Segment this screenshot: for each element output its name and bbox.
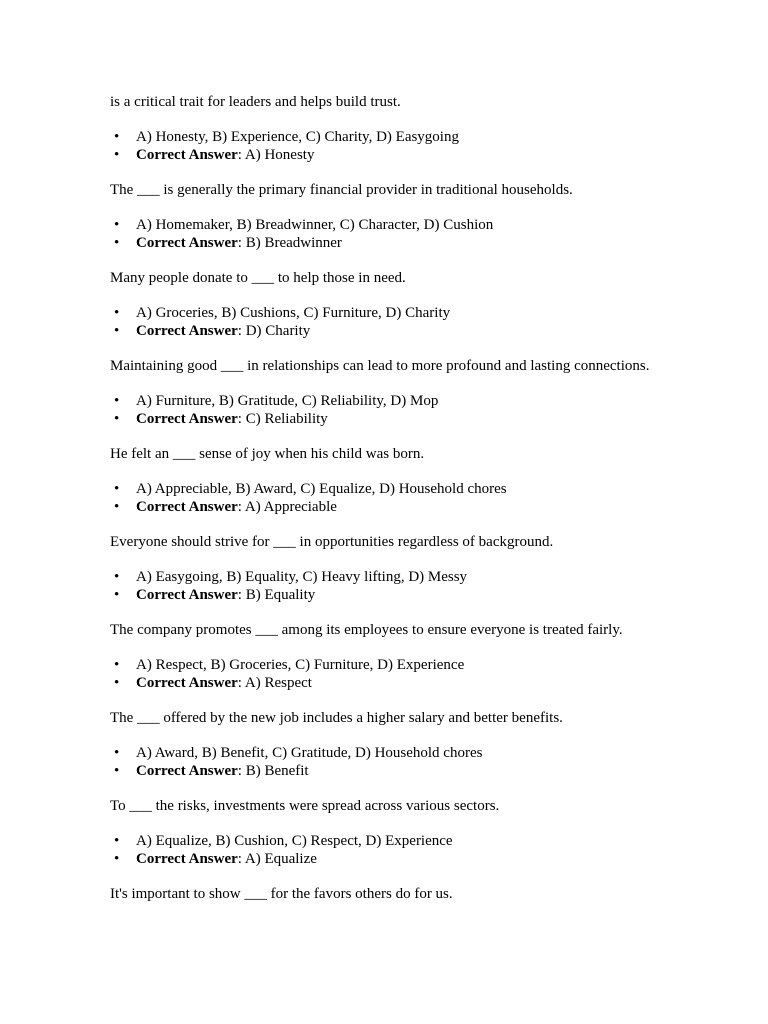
- correct-answer-label: Correct Answer: [136, 851, 238, 867]
- correct-answer-item: [136, 410, 710, 428]
- question-stem: Everyone should strive for ___ in opportunities regardless of background.: [110, 534, 554, 550]
- question-stem: The ___ offered by the new job includes a higher salary and better benefits.: [110, 710, 563, 726]
- correct-answer-value: : C) Reliability: [237, 411, 328, 427]
- correct-answer-label: Correct Answer: [136, 411, 238, 427]
- question-stem: To ___ the risks, investments were spread across various sectors.: [110, 798, 500, 814]
- answer-list: [110, 568, 710, 604]
- answer-list: [110, 656, 710, 692]
- correct-answer-value: : A) Respect: [237, 675, 312, 691]
- document-page: [110, 93, 710, 903]
- answer-list: [110, 832, 710, 868]
- correct-answer-value: : A) Appreciable: [237, 499, 337, 515]
- correct-answer-item: [136, 146, 710, 164]
- options-item: • A) Respect, B) Groceries, C) Furniture, D) Experience: [136, 656, 710, 674]
- correct-answer-label: Correct Answer: [136, 147, 238, 163]
- options-item: • A) Furniture, B) Gratitude, C) Reliability, D) Mop: [136, 392, 710, 410]
- answer-list: [110, 304, 710, 340]
- correct-answer-item: [136, 762, 710, 780]
- options-item: • A) Equalize, B) Cushion, C) Respect, D) Experience: [136, 832, 710, 850]
- options-item: • A) Honesty, B) Experience, C) Charity, D) Easygoing: [136, 128, 710, 146]
- correct-answer-item: [136, 234, 710, 252]
- question-stem: Maintaining good ___ in relationships can lead to more profound and lasting connections.: [110, 358, 650, 374]
- correct-answer-label: Correct Answer: [136, 499, 238, 515]
- answer-list: [110, 744, 710, 780]
- question-stem: Many people donate to ___ to help those in need.: [110, 270, 406, 286]
- options-item: • A) Easygoing, B) Equality, C) Heavy lifting, D) Messy: [136, 568, 710, 586]
- correct-answer-label: Correct Answer: [136, 763, 238, 779]
- correct-answer-item: [136, 498, 710, 516]
- correct-answer-item: [136, 322, 710, 340]
- question-stem: He felt an ___ sense of joy when his child was born.: [110, 446, 425, 462]
- correct-answer-item: [136, 586, 710, 604]
- correct-answer-label: Correct Answer: [136, 235, 238, 251]
- options-item: • A) Appreciable, B) Award, C) Equalize, D) Household chores: [136, 480, 710, 498]
- question-stem: is a critical trait for leaders and helps build trust.: [110, 94, 401, 110]
- question-stem: The ___ is generally the primary financial provider in traditional households.: [110, 182, 573, 198]
- correct-answer-value: : B) Breadwinner: [237, 235, 342, 251]
- correct-answer-value: : B) Equality: [237, 587, 316, 603]
- correct-answer-label: Correct Answer: [136, 323, 238, 339]
- options-item: • A) Homemaker, B) Breadwinner, C) Character, D) Cushion: [136, 216, 710, 234]
- correct-answer-value: : B) Benefit: [237, 763, 309, 779]
- question-stem: The company promotes ___ among its employees to ensure everyone is treated fairly.: [110, 622, 623, 638]
- options-item: • A) Award, B) Benefit, C) Gratitude, D) Household chores: [136, 744, 710, 762]
- options-item: • A) Groceries, B) Cushions, C) Furniture, D) Charity: [136, 304, 710, 322]
- answer-list: [110, 480, 710, 516]
- correct-answer-value: : D) Charity: [237, 323, 311, 339]
- correct-answer-label: Correct Answer: [136, 587, 238, 603]
- correct-answer-item: [136, 850, 710, 868]
- correct-answer-value: : A) Honesty: [237, 147, 315, 163]
- answer-list: [110, 392, 710, 428]
- correct-answer-value: : A) Equalize: [237, 851, 317, 867]
- correct-answer-label: Correct Answer: [136, 675, 238, 691]
- question-stem: It's important to show ___ for the favors others do for us.: [110, 886, 453, 902]
- answer-list: [110, 216, 710, 252]
- answer-list: [110, 128, 710, 164]
- correct-answer-item: [136, 674, 710, 692]
